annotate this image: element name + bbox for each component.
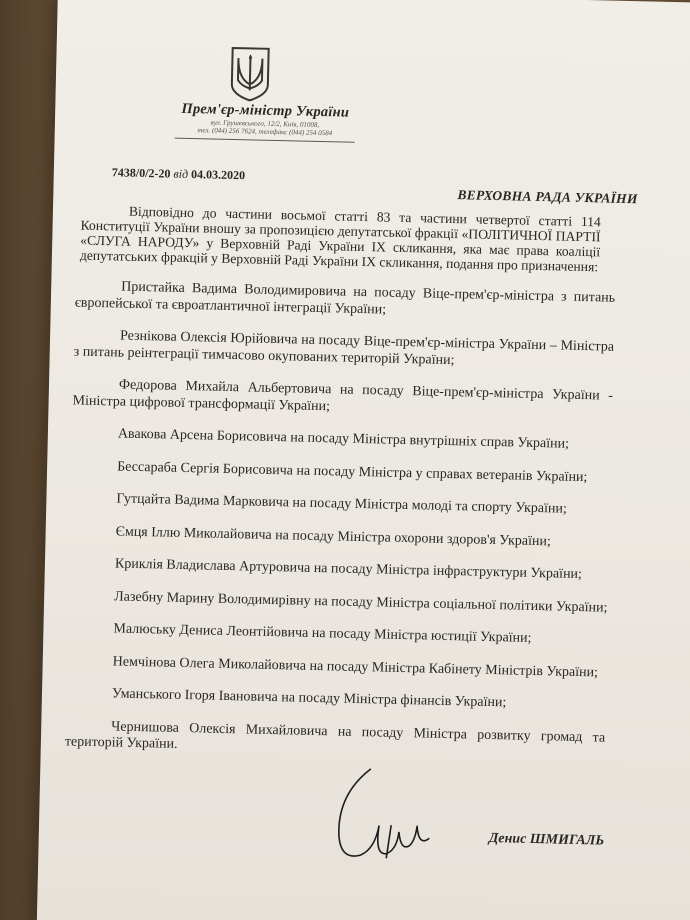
registration-number: 7438/0/2-20	[111, 165, 171, 181]
appointment-text: Уманського Ігоря Івановича на посаду Міністра фінансів України;	[111, 686, 507, 711]
appointment-item	[67, 653, 607, 682]
appointment-item	[74, 327, 615, 372]
appointment-text: Бессараба Сергія Борисовича на посаду Міністра у справах ветеранів України;	[116, 458, 588, 485]
appointment-item	[72, 425, 612, 454]
appointment-text: Лазебну Марину Володимирівну на посаду Міністра соціальної політики України;	[114, 588, 608, 616]
letterhead	[155, 100, 376, 143]
appointment-item	[66, 685, 606, 714]
appointment-text: Немчінова Олега Миколайовича на посаду Міністра Кабінету Міністрів України;	[112, 653, 599, 680]
appointment-item	[71, 458, 611, 487]
appointment-list	[64, 278, 615, 779]
letterhead-phones: тел. (044) 256 7624, телефакс (044) 254 0584	[197, 126, 333, 138]
letterhead-divider	[175, 138, 355, 143]
signer-name: Денис ШМИГАЛЬ	[488, 830, 605, 849]
letterhead-address: вул. Грушевського, 12/2, Київ, 01008,	[210, 118, 320, 129]
appointment-text: Малюську Дениса Леонтійовича на посаду Міністра юстиції України;	[113, 621, 532, 646]
appointment-text: Криклія Владислава Артуровича на посаду Міністра інфраструктури України;	[114, 556, 583, 583]
appointment-item	[70, 490, 610, 519]
appointment-item	[69, 523, 609, 552]
registration-date-prefix: від	[173, 166, 189, 181]
appointment-text: Ємця Іллю Миколайовича на посаду Міністра охорони здоров'я України;	[115, 523, 552, 549]
letterhead-title: Прем'єр-міністр України	[181, 100, 350, 121]
addressee: ВЕРХОВНА РАДА УКРАЇНИ	[457, 187, 638, 207]
appointment-text: Пристайка Вадима Володимировича на посаду Віце-прем'єр-міністра з питань європейської та євроатлантичної інтеграції України;	[74, 279, 616, 318]
appointment-item	[65, 718, 606, 763]
appointment-item	[69, 555, 609, 584]
appointment-text: Авакова Арсена Борисовича на посаду Міністра внутрішніх справ України;	[117, 426, 570, 452]
appointment-item	[67, 620, 607, 649]
appointment-text: Резнікова Олексія Юрійовича на посаду Віце-прем'єр-міністра України – Міністра з питань реінтеграції тимчасово окупованих територій України;	[73, 328, 615, 368]
registration-date: 04.03.2020	[190, 167, 246, 183]
registration-line	[112, 165, 246, 183]
appointment-item	[75, 278, 616, 323]
intro-paragraph	[80, 203, 601, 275]
appointment-text: Гутцайта Вадима Марковича на посаду Міністра молоді та спорту України;	[116, 491, 568, 517]
appointment-text: Федорова Михайла Альбертовича на посаду Віце-прем'єр-міністра України - Міністра цифрової трансформації України;	[72, 377, 614, 414]
appointment-item	[72, 376, 613, 421]
document-page	[36, 0, 690, 920]
appointment-text: Чернишова Олексія Михайловича на посаду Міністра розвитку громад та територій України.	[64, 718, 606, 752]
handwritten-signature	[316, 764, 448, 877]
appointment-item	[68, 588, 608, 617]
trident-icon	[227, 44, 272, 103]
intro-text: Відповідно до частини восьмої статті 83 та частини четвертої статті 114 Конституції України вношу за пропозицією депутатської фракції «ПОЛІТИЧНОЇ ПАРТІЇ «СЛУГА НАРОДУ» у Верховній Раді України IX скликання, яка має права коаліції депутатських фракцій у Верховній Раді України IX скликання, подання про призначення:	[79, 203, 602, 275]
